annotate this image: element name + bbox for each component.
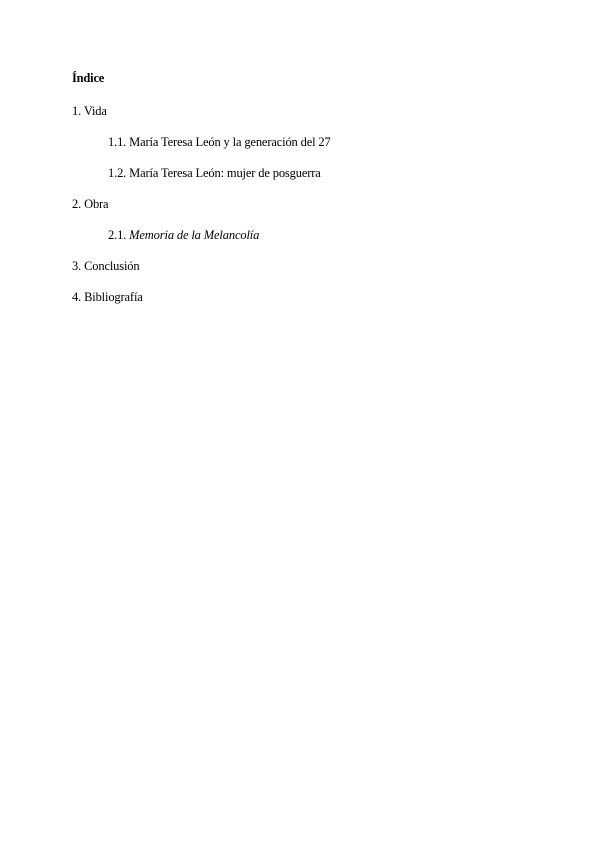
toc-entry-number: 1.1. (108, 135, 127, 149)
toc-entry-number: 3. (72, 259, 82, 273)
toc-entry-text: Obra (84, 197, 109, 211)
toc-entry-number: 1.2. (108, 166, 127, 180)
toc-entry-vida (72, 103, 107, 119)
toc-entry-posguerra (108, 165, 321, 181)
toc-entry-text: Memoria de la Melancolía (129, 228, 260, 242)
toc-entry-number: 2.1. (108, 228, 127, 242)
toc-entry-number: 4. (72, 290, 82, 304)
toc-entry-number: 2. (72, 197, 82, 211)
toc-entry-text: María Teresa León: mujer de posguerra (129, 166, 321, 180)
index-heading: Índice (72, 71, 105, 85)
toc-entry-number: 1. (72, 104, 82, 118)
toc-entry-text: Vida (83, 104, 107, 118)
toc-entry-generacion-27 (108, 134, 331, 150)
toc-entry-text: Conclusión (84, 259, 140, 273)
toc-entry-text: Bibliografía (84, 290, 143, 304)
toc-entry-text: María Teresa León y la generación del 27 (129, 135, 331, 149)
toc-entry-obra (72, 196, 108, 212)
toc-entry-bibliografia (72, 289, 143, 305)
toc-entry-conclusion (72, 258, 140, 274)
toc-entry-memoria (108, 227, 259, 243)
